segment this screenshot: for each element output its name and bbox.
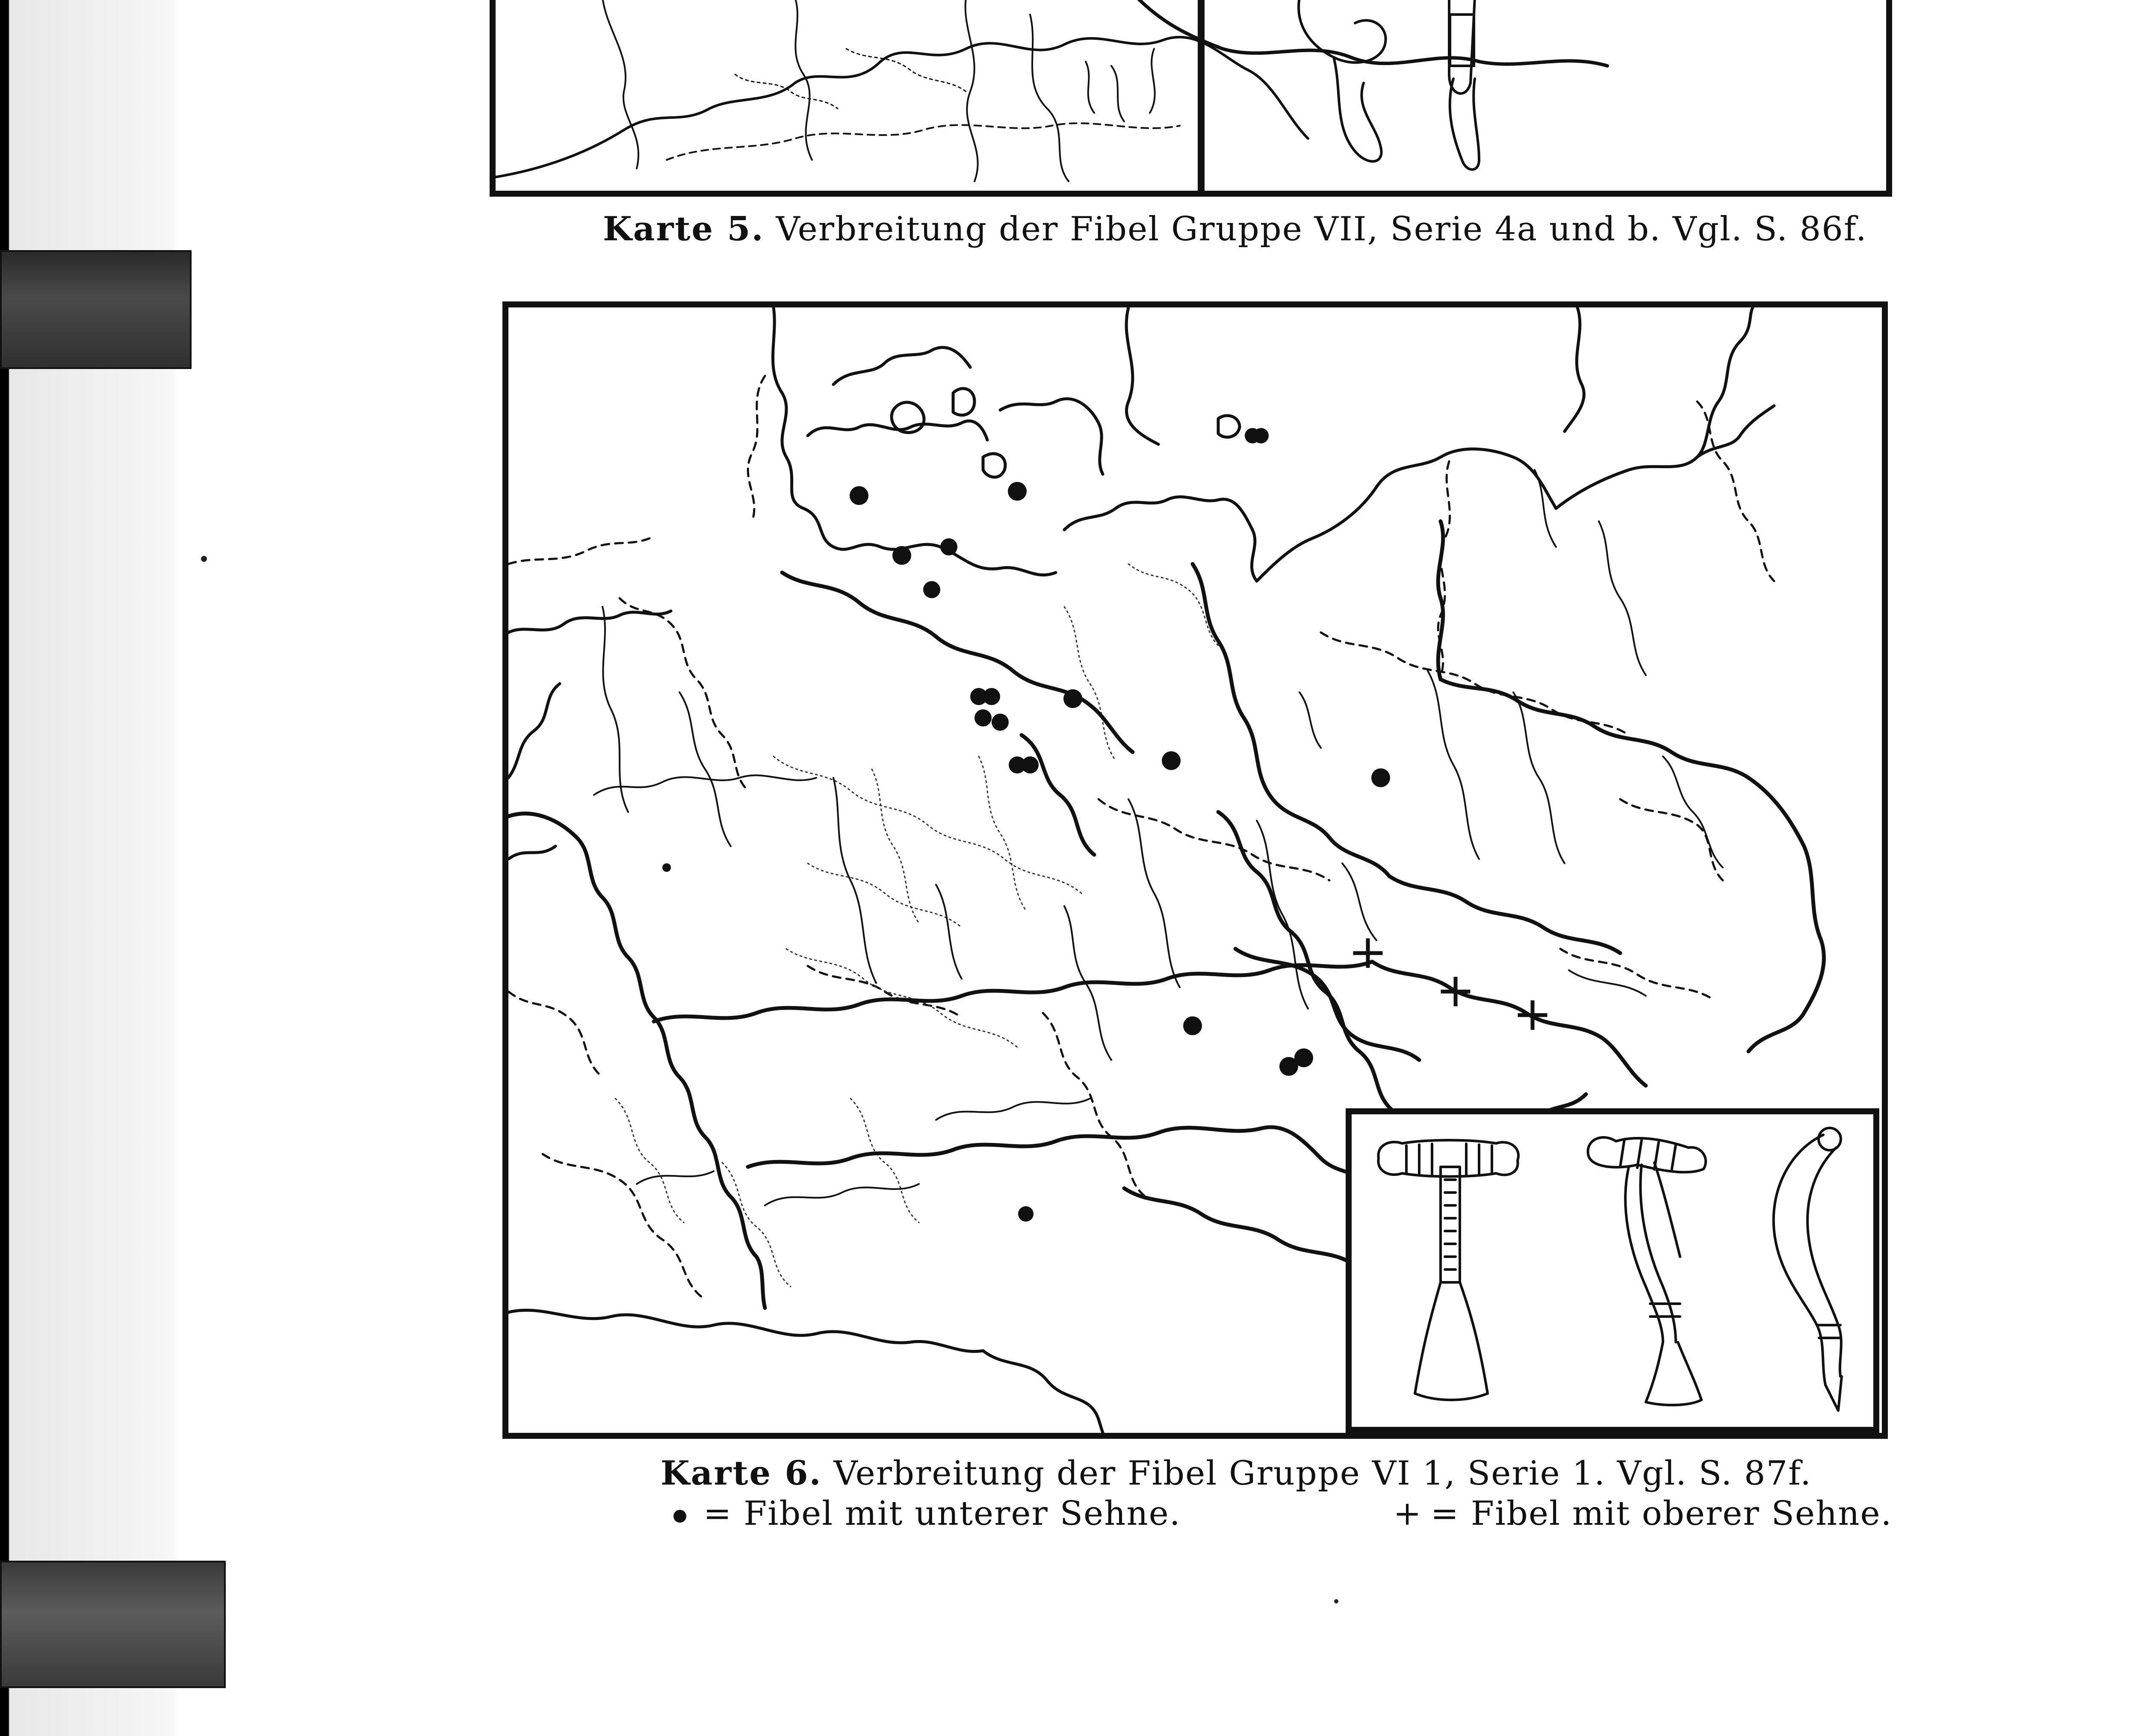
site-dot [892, 546, 911, 565]
site-dot [992, 714, 1009, 731]
site-dot [1008, 482, 1027, 501]
site-cross [1443, 979, 1468, 1004]
legend-item-upper-chord [1393, 1494, 1892, 1533]
site-cross [1520, 1002, 1545, 1028]
map-6-caption [661, 1454, 1812, 1493]
legend-plus-text: = Fibel mit oberer Sehne. [1430, 1494, 1893, 1533]
site-dot [923, 581, 940, 598]
find-sites-upper-chord [1355, 940, 1545, 1028]
map-5-caption-label: Karte 5. [603, 210, 765, 248]
site-cross [1355, 940, 1381, 966]
site-dot [1063, 689, 1082, 708]
site-dot [1253, 428, 1269, 443]
site-dot [983, 688, 1000, 705]
site-dot [975, 709, 992, 726]
site-dot [1018, 1206, 1034, 1222]
book-binding-tab-bottom [0, 1561, 226, 1688]
map-6-frame [502, 301, 1888, 1439]
site-dot [1294, 1048, 1313, 1067]
site-dot [940, 538, 957, 555]
legend-item-lower-chord [673, 1494, 1181, 1533]
map-5-frame [490, 0, 1892, 197]
site-dot [1371, 768, 1390, 787]
map-6-caption-label: Karte 6. [661, 1454, 822, 1493]
legend-dot-text: = Fibel mit unterer Sehne. [703, 1494, 1181, 1533]
legend-dot-icon [673, 1510, 686, 1523]
map-5-caption [603, 210, 1867, 248]
map-5-caption-text: Verbreitung der Fibel Gruppe VII, Serie 4a und b. Vgl. S. 86f. [776, 210, 1867, 248]
site-dot [1022, 756, 1039, 774]
site-dot [662, 863, 671, 872]
legend-plus-icon: + [1393, 1494, 1422, 1533]
scan-speck [201, 556, 207, 562]
book-binding-tab-top [0, 250, 192, 369]
site-dot [1183, 1016, 1202, 1035]
site-dot [850, 486, 868, 505]
map-5-drawing [496, 0, 1886, 191]
site-dot [1162, 751, 1181, 770]
rivers [594, 470, 1723, 1205]
fibula-inset-frame [1349, 1111, 1876, 1430]
map-6-caption-text: Verbreitung der Fibel Gruppe VI 1, Serie 1. Vgl. S. 87f. [833, 1454, 1812, 1493]
scan-speck [1334, 1599, 1338, 1603]
map-6-drawing [508, 307, 1882, 1433]
map-6-legend [673, 1494, 1892, 1533]
